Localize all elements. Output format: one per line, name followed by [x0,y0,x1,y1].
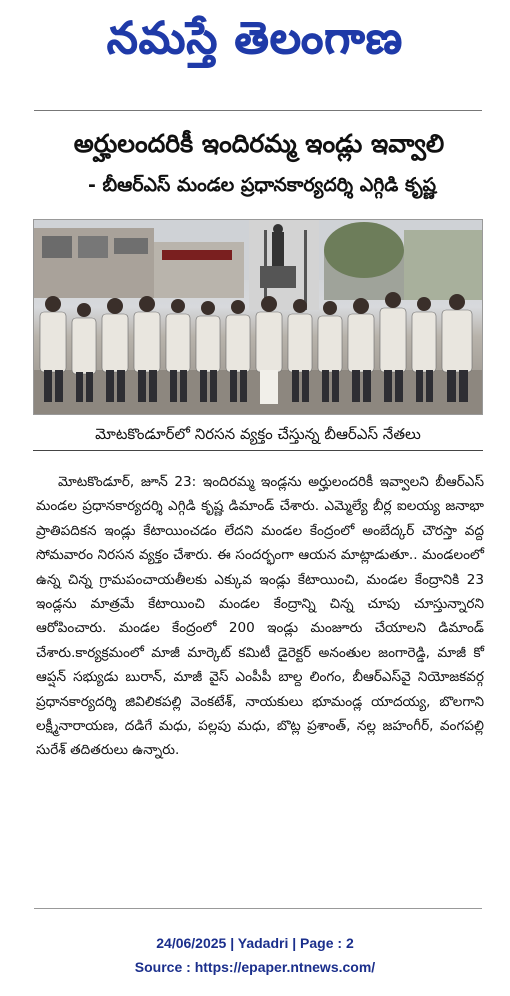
footer-source: Source : https://epaper.ntnews.com/ [134,959,376,975]
footer-divider [34,908,482,909]
newspaper-masthead [0,8,510,70]
footer-date-edition: 24/06/2025 | Yadadri | Page : 2 [156,935,354,951]
article-headline: అర్హులందరికీ ఇందిరమ్మ ఇండ్లు ఇవ్వాలి [73,129,445,158]
article-photo [33,219,483,415]
article-subheadline: - బీఆర్‌ఎస్ మండల ప్రధానకార్యదర్శి ఎగ్గిడి కృష్ణ [87,174,437,196]
header-divider [34,110,482,111]
masthead-title: నమస్తే తెలంగాణ [106,13,404,64]
article-body: మోటకొండూర్, జూన్ 23: ఇందిరమ్మ ఇండ్లను అర్హులందరికీ ఇవ్వాలని బీఆర్‌ఎస్ మండల ప్రధానకార్యదర్శి ఎగ్గిడి కృష్ణ డిమాండ్ చేశారు. ఎమ్మెల్యే బీర్ల ఐలయ్య జనాభా ప్రాతిపదికన ఇండ్లు కేటాయించడం లేదని మండల కేంద్రంలో అంబేద్కర్ చౌరస్తా వద్ద సోమవారం నిరసన వ్యక్తం చేశారు. ఈ సందర్భంగా ఆయన మాట్లాడుతూ.. మండలంలో ఉన్న చిన్న గ్రామపంచాయతీలకు ఎక్కువ ఇండ్లు కేటాయించి, మండల కేంద్రానికి 23 ఇండ్లను మాత్రమే కేటాయించి మండల కేంద్రాన్ని చిన్న చూపు చూస్తున్నారని ఆరోపించారు. మండల కేంద్రంలో 200 ఇండ్లు మంజూరు చేయాలని డిమాండ్ చేశారు.కార్యక్రమంలో మాజీ మార్కెట్ కమిటీ డైరెక్టర్ అనంతుల జంగారెడ్డి, మాజీ కో ఆప్షన్ సభ్యుడు బురాన్, మాజీ వైస్ ఎంపీపీ బాల్ద లింగం, బీఆర్‌ఎస్‌వై నియోజకవర్గ ప్రధానకార్యదర్శి జివిలికపల్లి వెంకటేశ్, నాయకులు భూమండ్ల యాదయ్య, బొలగాని లక్ష్మీనారాయణ, దడిగే మధు, పల్లపు మధు, బొట్ల ప్రశాంత్, నల్ల జహంగీర్, వంగపల్లి సురేశ్ తదితరులు ఉన్నారు. [36,474,484,759]
photo-caption: మోటకొండూర్‌లో నిరసన వ్యక్తం చేస్తున్న బీఆర్‌ఎస్ నేతలు [33,417,483,451]
